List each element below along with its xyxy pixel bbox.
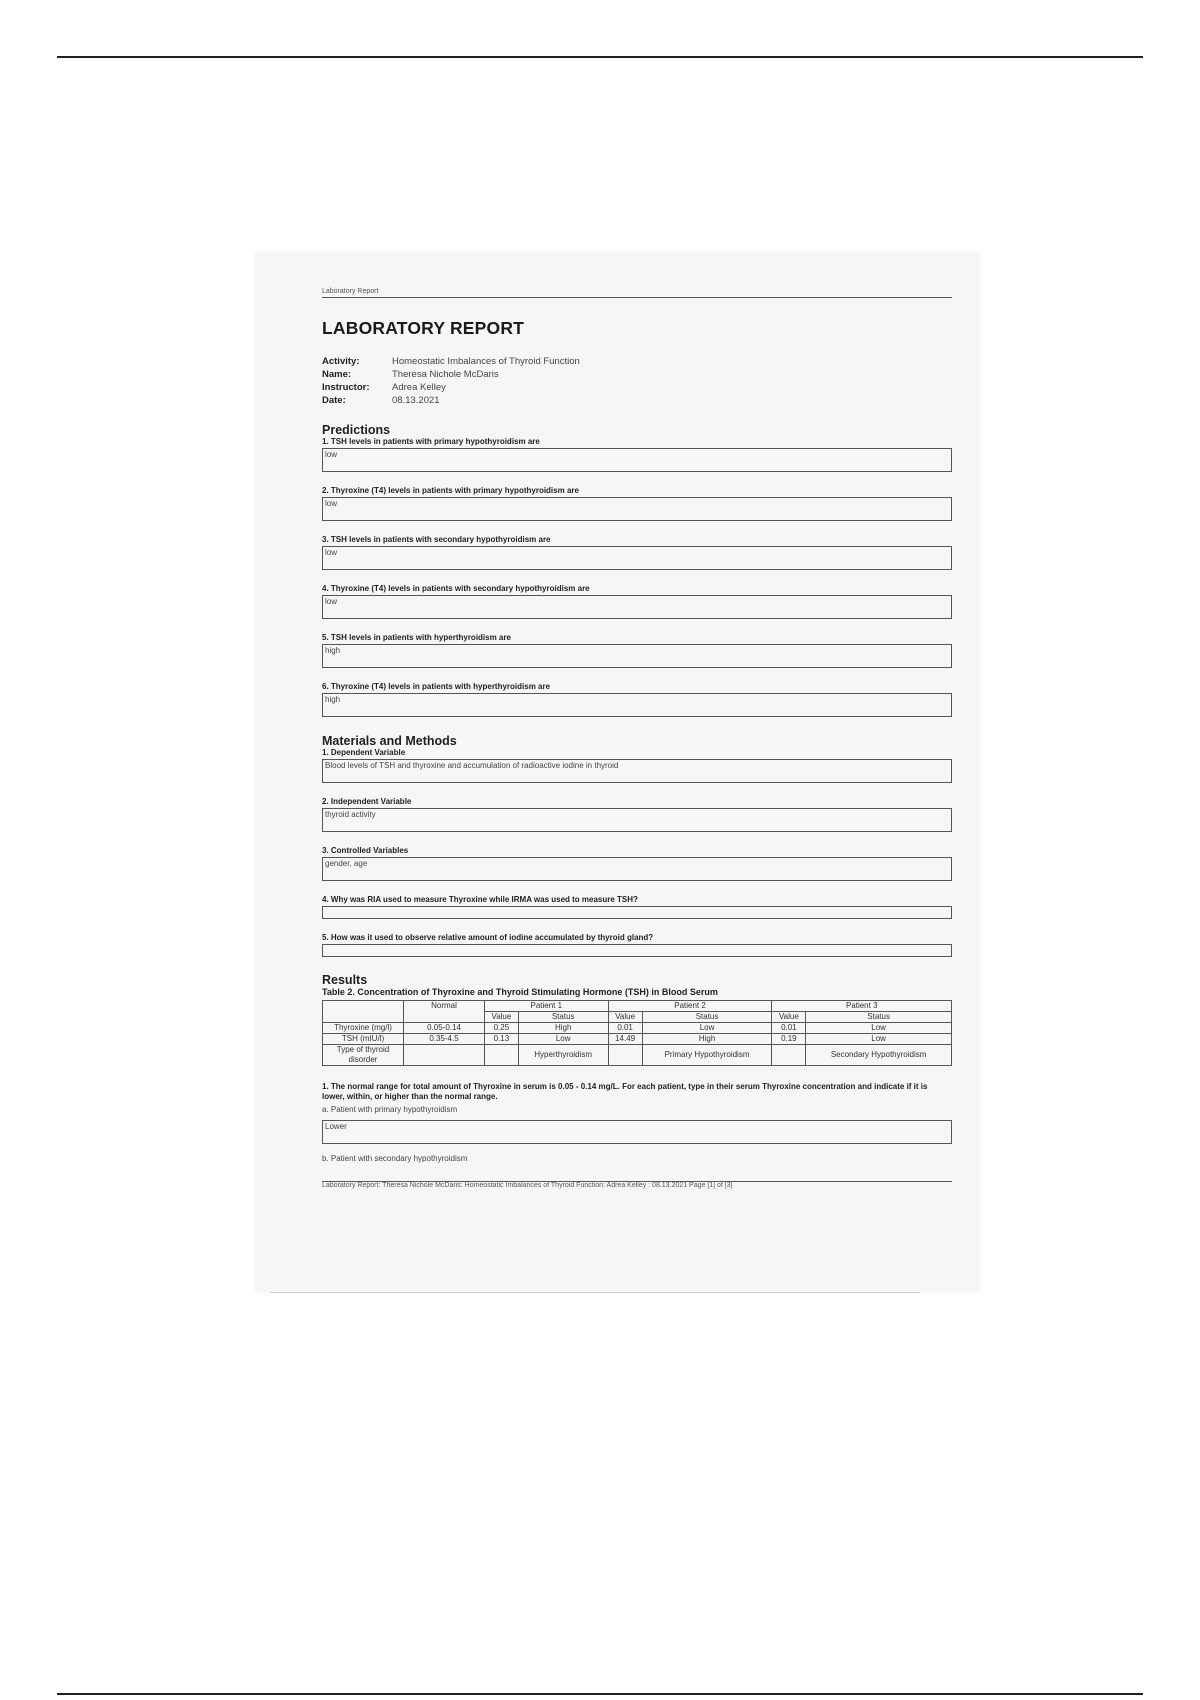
- meta-value: Adrea Kelley: [392, 382, 446, 393]
- table-cell: Low: [806, 1034, 952, 1045]
- table-header-cell: Value: [772, 1012, 806, 1023]
- meta-key: Instructor:: [322, 382, 370, 393]
- table-cell: [404, 1045, 485, 1066]
- materials-answer-field[interactable]: Blood levels of TSH and thyroxine and accumulation of radioactive iodine in thyroid: [322, 759, 952, 783]
- table-header-cell: Status: [518, 1012, 608, 1023]
- page-bottom-rule: [57, 1693, 1143, 1695]
- prediction-answer-field[interactable]: low: [322, 448, 952, 472]
- table-cell: [485, 1045, 519, 1066]
- table-cell: Primary Hypothyroidism: [642, 1045, 772, 1066]
- table-cell: Type of thyroid disorder: [323, 1045, 404, 1066]
- prediction-question: 6. Thyroxine (T4) levels in patients with hyperthyroidism are: [322, 682, 551, 691]
- meta-key: Date:: [322, 395, 346, 406]
- table-header-cell: Value: [485, 1012, 519, 1023]
- table-cell: Secondary Hypothyroidism: [806, 1045, 952, 1066]
- table-header-cell: Patient 3: [772, 1001, 952, 1012]
- table-cell: 0.25: [485, 1023, 519, 1034]
- materials-question: 3. Controlled Variables: [322, 846, 409, 855]
- table-header-cell: Patient 2: [608, 1001, 772, 1012]
- prediction-question: 2. Thyroxine (T4) levels in patients with primary hypothyroidism are: [322, 486, 579, 495]
- materials-answer-field[interactable]: thyroid activity: [322, 808, 952, 832]
- meta-instructor: [322, 381, 952, 394]
- prediction-answer-field[interactable]: high: [322, 693, 952, 717]
- table-header-cell: Status: [806, 1012, 952, 1023]
- table-cell: 0.35-4.5: [404, 1034, 485, 1045]
- table-cell: 0.01: [772, 1023, 806, 1034]
- table-header-cell: Status: [642, 1012, 772, 1023]
- lab-report-sheet: [322, 288, 952, 1189]
- materials-answer-field[interactable]: gender, age: [322, 857, 952, 881]
- materials-answer-field[interactable]: [322, 944, 952, 957]
- running-head: Laboratory Report: [322, 288, 379, 295]
- prediction-question: 1. TSH levels in patients with primary hypothyroidism are: [322, 437, 540, 446]
- table-cell: [608, 1045, 642, 1066]
- prediction-question: 4. Thyroxine (T4) levels in patients with secondary hypothyroidism are: [322, 584, 590, 593]
- results-question: 1. The normal range for total amount of Thyroxine in serum is 0.05 - 0.14 mg/L. For each patient, type in their serum Thyroxine concentration and indicate if it is lower, within, or higher than the normal range.: [322, 1082, 928, 1101]
- table-cell: 0.05-0.14: [404, 1023, 485, 1034]
- results-table: [322, 1000, 952, 1066]
- results-heading: Results: [322, 973, 368, 987]
- table-cell: Low: [642, 1023, 772, 1034]
- table-header-cell: Normal: [404, 1001, 485, 1023]
- report-meta: [322, 355, 952, 407]
- table-row: [323, 1045, 952, 1066]
- meta-value: Theresa Nichole McDaris: [392, 369, 499, 380]
- table-header-cell: Patient 1: [485, 1001, 609, 1012]
- meta-activity: [322, 355, 952, 368]
- table-cell: Hyperthyroidism: [518, 1045, 608, 1066]
- table-cell: TSH (mIU/l): [323, 1034, 404, 1045]
- scan-edge-line: [270, 1292, 920, 1293]
- report-title: LABORATORY REPORT: [322, 318, 525, 338]
- materials-question: 2. Independent Variable: [322, 797, 412, 806]
- results-answer-field[interactable]: Lower: [322, 1120, 952, 1144]
- meta-key: Name:: [322, 369, 352, 380]
- running-head-rule: [322, 297, 952, 298]
- prediction-question: 5. TSH levels in patients with hyperthyroidism are: [322, 633, 511, 642]
- meta-value: Homeostatic Imbalances of Thyroid Function: [392, 356, 580, 367]
- table-cell: 0.13: [485, 1034, 519, 1045]
- page-top-rule: [57, 56, 1143, 58]
- table-cell: 0.01: [608, 1023, 642, 1034]
- table-row: [323, 1023, 952, 1034]
- table-cell: [772, 1045, 806, 1066]
- prediction-answer-field[interactable]: high: [322, 644, 952, 668]
- materials-question: 1. Dependent Variable: [322, 748, 406, 757]
- predictions-heading: Predictions: [322, 423, 391, 437]
- table-cell: Thyroxine (mg/l): [323, 1023, 404, 1034]
- meta-name: [322, 368, 952, 381]
- table-cell: 14.49: [608, 1034, 642, 1045]
- prediction-answer-field[interactable]: low: [322, 546, 952, 570]
- materials-answer-field[interactable]: [322, 906, 952, 919]
- table-corner-cell: [323, 1001, 404, 1023]
- results-subquestion: a. Patient with primary hypothyroidism: [322, 1105, 458, 1114]
- table-cell: High: [518, 1023, 608, 1034]
- table-row: [323, 1034, 952, 1045]
- page-footer: Laboratory Report: Theresa Nichole McDaris: Homeostatic Imbalances of Thyroid Function: Adrea Kelley : 08.13.2021 Page [1] of [3]: [322, 1182, 733, 1189]
- table-header-cell: Value: [608, 1012, 642, 1023]
- table-cell: High: [642, 1034, 772, 1045]
- meta-date: [322, 394, 952, 407]
- materials-heading: Materials and Methods: [322, 734, 457, 748]
- materials-question: 4. Why was RIA used to measure Thyroxine while IRMA was used to measure TSH?: [322, 895, 638, 904]
- prediction-answer-field[interactable]: low: [322, 595, 952, 619]
- prediction-answer-field[interactable]: low: [322, 497, 952, 521]
- table-caption: Table 2. Concentration of Thyroxine and Thyroid Stimulating Hormone (TSH) in Blood Serum: [322, 987, 718, 997]
- table-cell: Low: [806, 1023, 952, 1034]
- meta-key: Activity:: [322, 356, 360, 367]
- table-header-row: [323, 1001, 952, 1012]
- results-subquestion: b. Patient with secondary hypothyroidism: [322, 1154, 468, 1163]
- materials-question: 5. How was it used to observe relative amount of iodine accumulated by thyroid gland?: [322, 933, 654, 942]
- table-cell: Low: [518, 1034, 608, 1045]
- table-cell: 0.19: [772, 1034, 806, 1045]
- meta-value: 08.13.2021: [392, 395, 440, 406]
- prediction-question: 3. TSH levels in patients with secondary hypothyroidism are: [322, 535, 551, 544]
